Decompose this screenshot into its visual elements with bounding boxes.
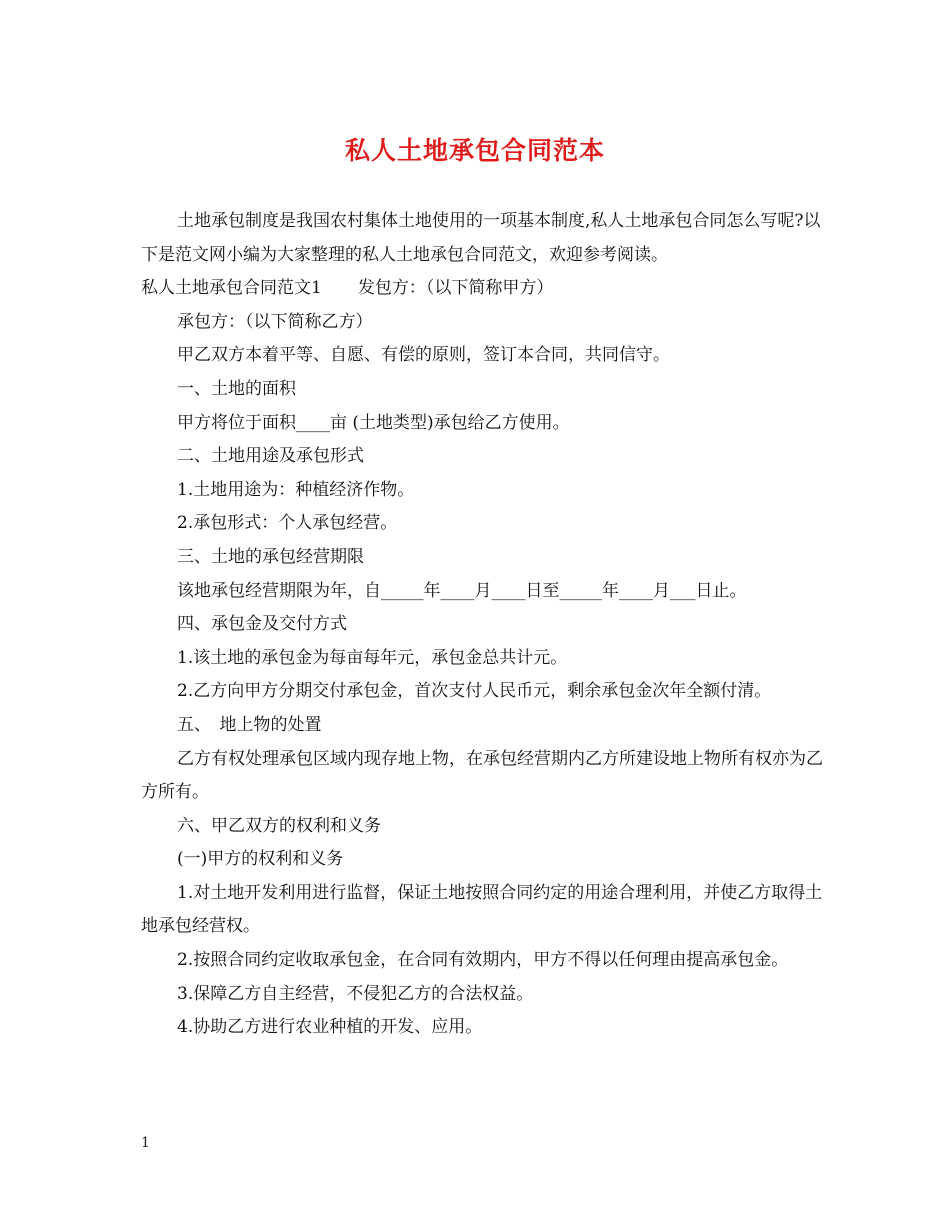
party-a-line: 发包方：（以下简称甲方）	[357, 278, 554, 299]
section-6-item-3: 3.保障乙方自主经营，不侵犯乙方的合法权益。	[177, 983, 534, 1004]
section-6-heading: 六、甲乙双方的权利和义务	[177, 815, 381, 836]
page-number: 1	[141, 1135, 150, 1151]
party-b-line: 承包方：（以下简称乙方）	[177, 311, 373, 332]
principle-paragraph: 甲乙双方本着平等、自愿、有偿的原则，签订本合同，共同信守。	[177, 345, 670, 366]
section-2-item-1: 1.土地用途为：种植经济作物。	[177, 479, 415, 500]
section-6-item-1: 1.对土地开发利用进行监督，保证土地按照合同约定的用途合理利用，并使乙方取得土地承包经营权。	[141, 882, 823, 937]
section-1-heading: 一、土地的面积	[177, 378, 296, 399]
section-1-text: 甲方将位于面积____亩 (土地类型)承包给乙方使用。	[177, 412, 570, 433]
section-5-heading: 五、 地上物的处置	[177, 714, 322, 735]
section-6-subheading-1: (一)甲方的权利和义务	[177, 849, 344, 870]
section-4-item-2: 2.乙方向甲方分期交付承包金，首次支付人民币元，剩余承包金次年全额付清。	[177, 681, 772, 702]
section-2-heading: 二、土地用途及承包形式	[177, 446, 364, 467]
section-2-item-2: 2.承包形式：个人承包经营。	[177, 513, 398, 534]
sample-heading: 私人土地承包合同范文1	[141, 278, 322, 299]
section-3-text: 该地承包经营期限为年，自_____年____月____日至_____年____月___日止。	[177, 580, 747, 601]
section-5-text: 乙方有权处理承包区域内现存地上物，在承包经营期内乙方所建设地上物所有权亦为乙方所有。	[141, 748, 823, 803]
section-6-item-4: 4.协助乙方进行农业种植的开发、应用。	[177, 1017, 483, 1038]
intro-paragraph: 土地承包制度是我国农村集体土地使用的一项基本制度,私人土地承包合同怎么写呢?以下是范文网小编为大家整理的私人土地承包合同范文，欢迎参考阅读。	[141, 211, 821, 265]
document-title: 私人土地承包合同范本	[344, 136, 605, 165]
section-4-heading: 四、承包金及交付方式	[177, 614, 347, 635]
section-3-heading: 三、土地的承包经营期限	[177, 546, 364, 567]
document-body	[141, 205, 831, 1045]
section-6-item-2: 2.按照合同约定收取承包金，在合同有效期内，甲方不得以任何理由提高承包金。	[177, 950, 789, 971]
sample-heading-line	[141, 272, 831, 306]
section-4-item-1: 1.该土地的承包金为每亩每年元，承包金总共计元。	[177, 647, 568, 668]
